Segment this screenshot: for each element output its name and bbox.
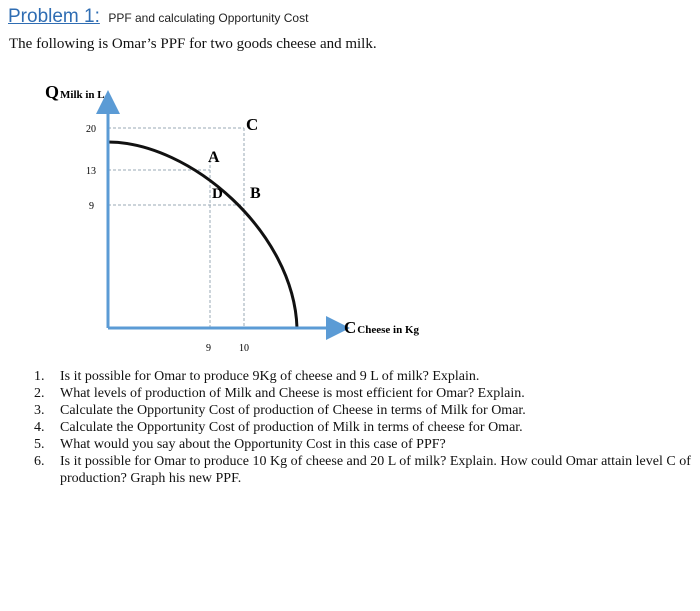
question-item — [34, 453, 700, 487]
question-item — [34, 368, 700, 385]
question-text: Is it possible for Omar to produce 10 Kg of cheese and 20 L of milk? Explain. How could Omar attain level C of production? Graph his new PPF. — [60, 454, 691, 486]
x-tick-9: 9 — [206, 343, 211, 354]
y-axis-label — [45, 82, 105, 102]
question-number: 4. — [34, 420, 45, 435]
y-tick-9: 9 — [89, 201, 94, 212]
y-axis-label-main: Q — [45, 82, 60, 102]
question-item — [34, 419, 700, 436]
x-axis-label — [344, 318, 420, 337]
question-item — [34, 436, 700, 453]
question-text: Calculate the Opportunity Cost of production of Milk in terms of cheese for Omar. — [60, 420, 523, 435]
question-number: 6. — [34, 454, 45, 469]
x-tick-10: 10 — [239, 343, 249, 354]
point-d-label: D — [212, 186, 223, 202]
intro-text: The following is Omar’s PPF for two goods cheese and milk. — [9, 36, 377, 52]
x-axis-label-sub: Cheese in Kg — [357, 324, 420, 336]
question-number: 3. — [34, 403, 45, 418]
question-text: What would you say about the Opportunity Cost in this case of PPF? — [60, 437, 446, 452]
question-text: What levels of production of Milk and Cheese is most efficient for Omar? Explain. — [60, 386, 525, 401]
question-number: 1. — [34, 369, 45, 384]
question-number: 2. — [34, 386, 45, 401]
question-list — [34, 368, 700, 487]
ppf-curve — [108, 142, 297, 328]
point-c-label: C — [246, 115, 259, 134]
point-a-label: A — [208, 149, 220, 166]
question-item — [34, 402, 700, 419]
y-tick-13: 13 — [86, 166, 96, 177]
question-text: Is it possible for Omar to produce 9Kg of cheese and 9 L of milk? Explain. — [60, 369, 480, 384]
x-axis-label-main: C — [344, 318, 357, 337]
question-item — [34, 385, 700, 402]
problem-number: Problem 1: — [8, 6, 100, 27]
question-text: Calculate the Opportunity Cost of production of Cheese in terms of Milk for Omar. — [60, 403, 526, 418]
y-tick-20: 20 — [86, 124, 96, 135]
point-b-label: B — [250, 185, 261, 202]
problem-subtitle: PPF and calculating Opportunity Cost — [108, 11, 309, 25]
y-axis-label-sub: Milk in L — [60, 89, 105, 101]
question-number: 5. — [34, 437, 45, 452]
